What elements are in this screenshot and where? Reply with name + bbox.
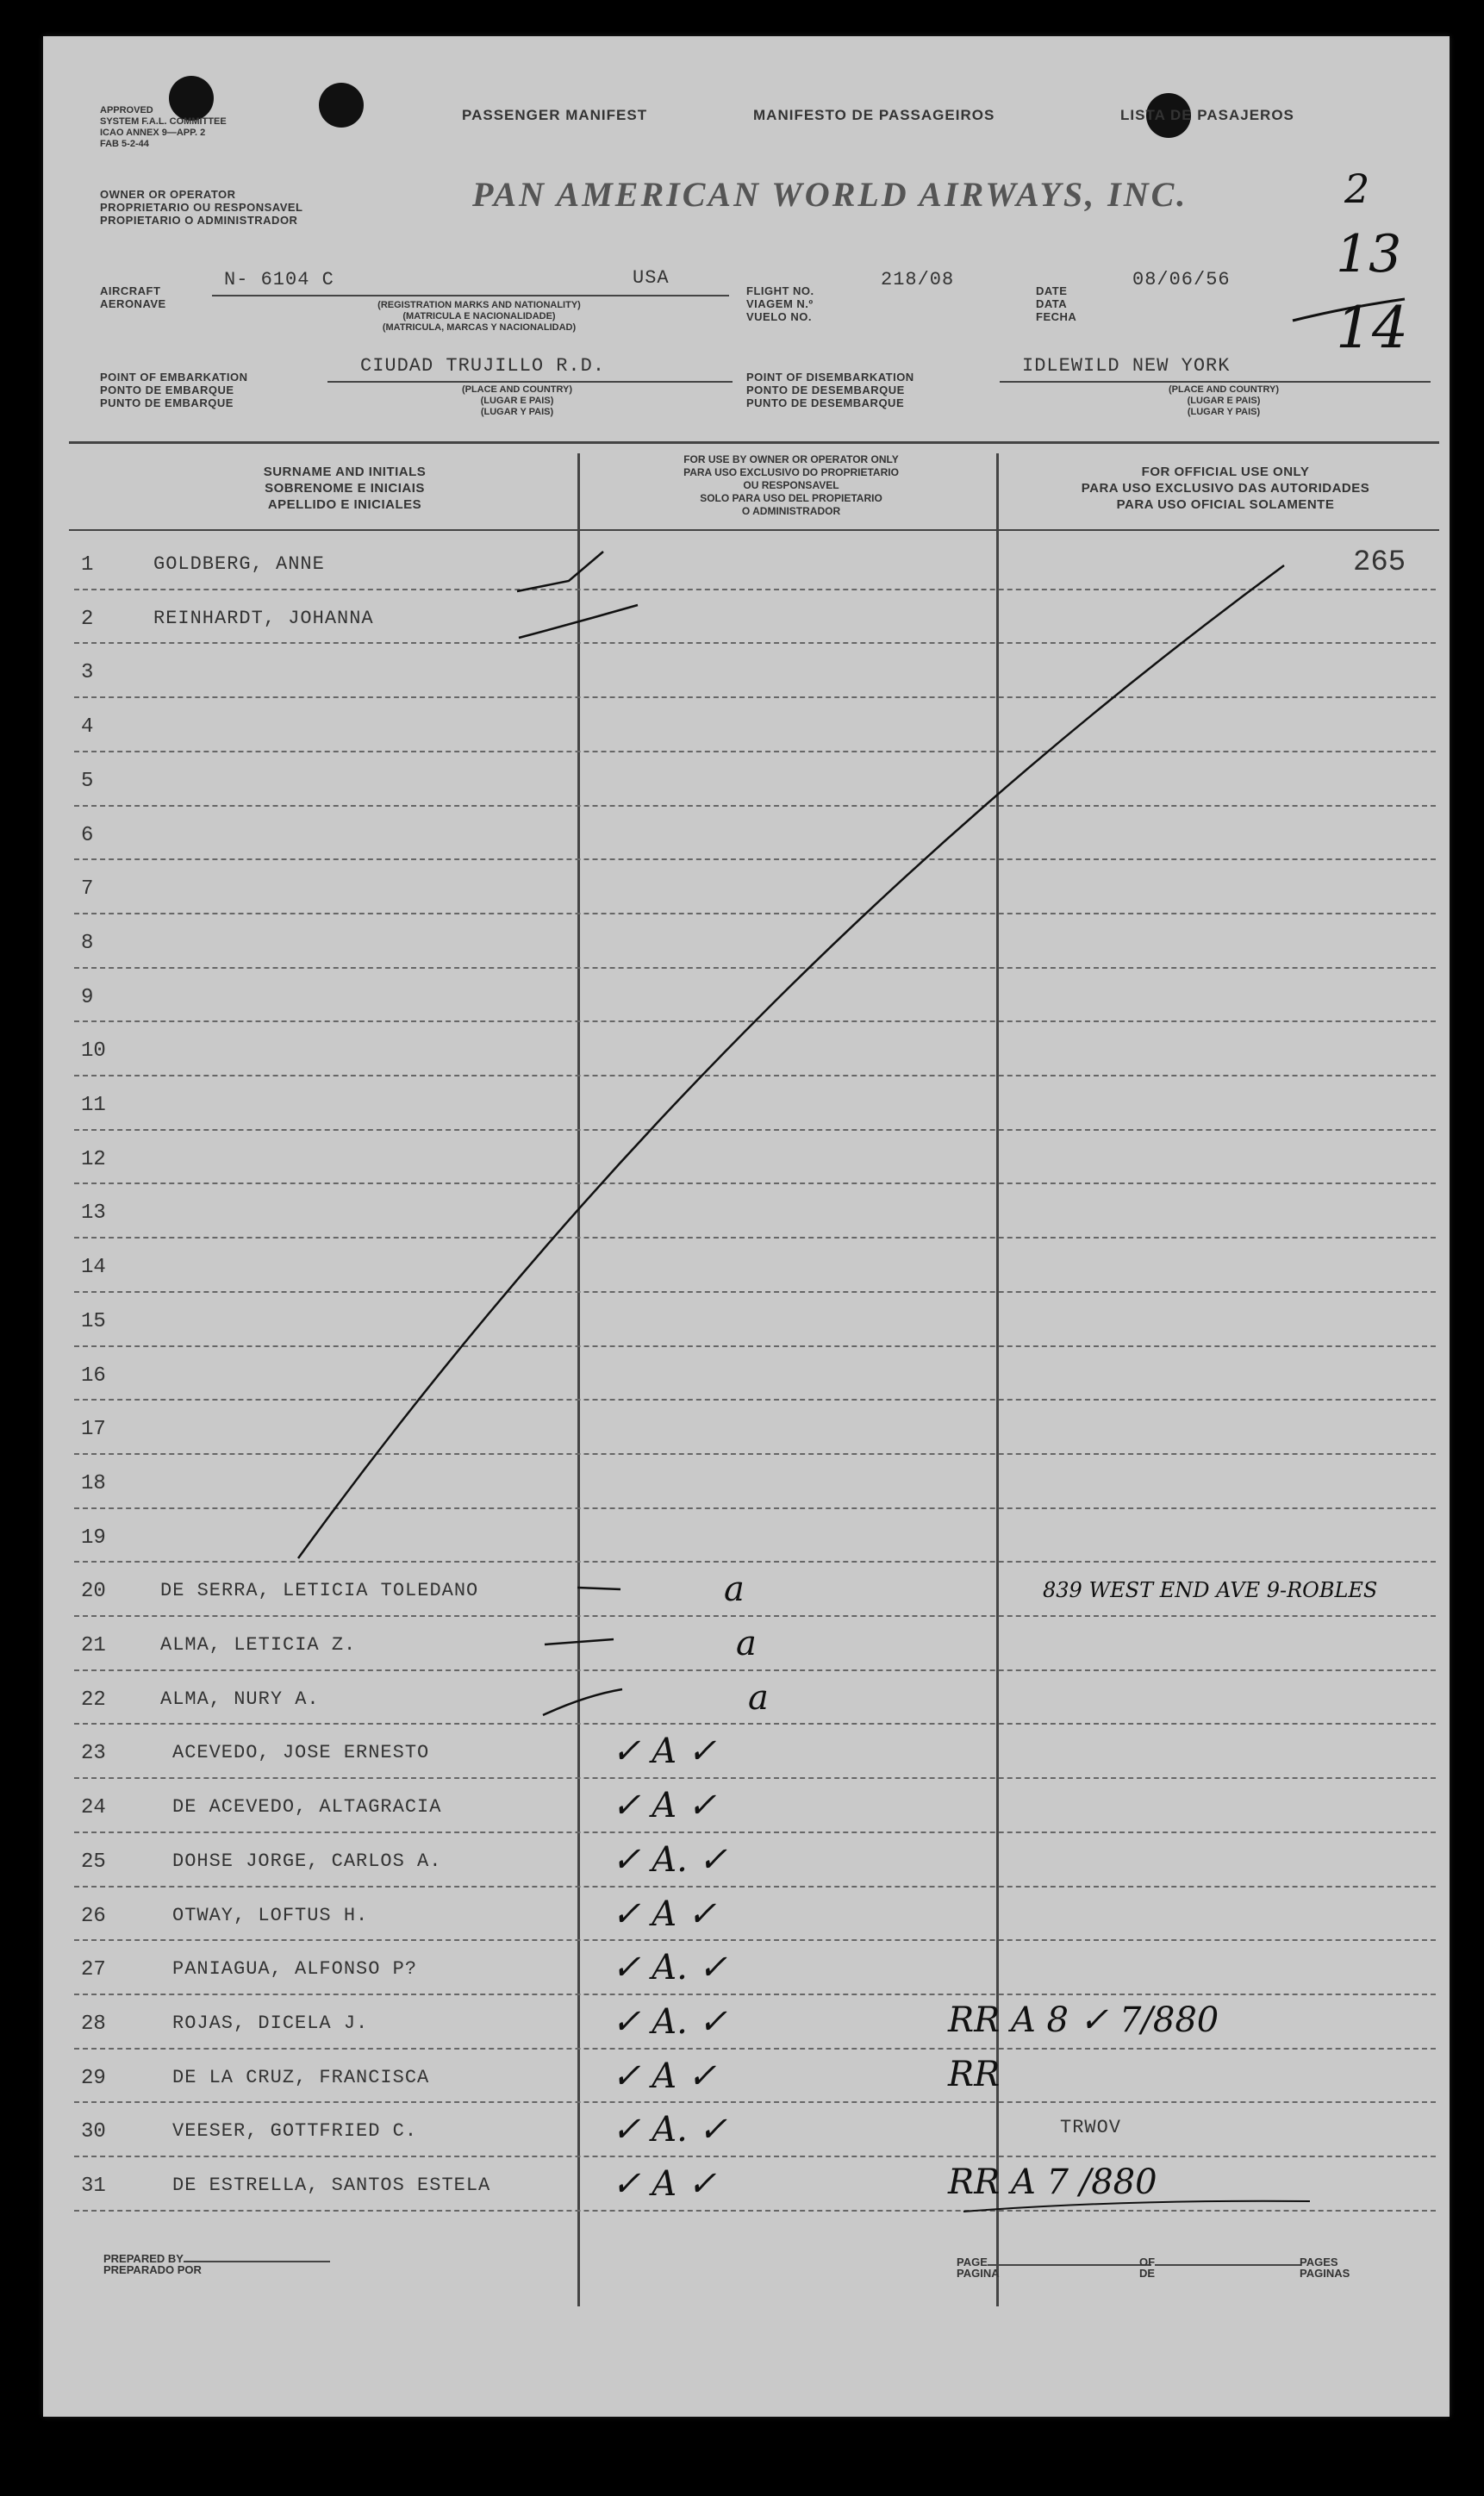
prepared-label: PREPARED BY (103, 2252, 184, 2265)
corner-mark-top: 2 (1344, 165, 1370, 212)
passenger-name: ROJAS, DICELA J. (172, 2012, 369, 2034)
pages-label: PAGES (1300, 2256, 1338, 2268)
embarkation-label: PUNTO DE EMBARQUE (100, 396, 234, 409)
disembarkation-sublabel: (PLACE AND COUNTRY) (1168, 384, 1280, 395)
column-header-line: SOBRENOME E INICIAIS (265, 481, 425, 496)
column-header-line: SURNAME AND INITIALS (263, 465, 427, 479)
flight-number: 218/08 (881, 269, 955, 290)
owner-label: OWNER OR OPERATOR (100, 188, 236, 201)
embarkation-label: PONTO DE EMBARQUE (100, 384, 234, 396)
row-number: 12 (81, 1147, 106, 1171)
page-number (957, 2256, 1151, 2279)
handwritten-annotations (43, 36, 1450, 2417)
owner-name: PAN AMERICAN WORLD AIRWAYS, INC. (472, 175, 1188, 214)
operator-mark: ✓ A ✓ (612, 1894, 717, 1934)
passenger-name: GOLDBERG, ANNE (153, 553, 325, 575)
operator-mark: ✓ A. ✓ (612, 1839, 728, 1880)
official-note: RR A 8 ✓ 7/880 (948, 2000, 1219, 2040)
column-header-line: FOR OFFICIAL USE ONLY (1141, 465, 1310, 479)
approval-line: SYSTEM F.A.L. COMMITTEE (100, 116, 227, 127)
owner-label: PROPRIETARIO OU RESPONSAVEL (100, 201, 303, 214)
of-label: OF (1139, 2256, 1156, 2268)
disembarkation-label: PUNTO DE DESEMBARQUE (746, 396, 905, 409)
pages-label: PAGINAS (1300, 2267, 1350, 2280)
title-pt: MANIFESTO DE PASSAGEIROS (753, 107, 995, 123)
row-number: 25 (81, 1850, 106, 1874)
row-number: 11 (81, 1094, 106, 1117)
row-number: 28 (81, 2012, 106, 2036)
aircraft-sublabel: (MATRICULA E NACIONALIDADE) (402, 311, 556, 321)
official-note: RR (948, 2054, 1001, 2094)
row-number: 4 (81, 715, 94, 739)
row-number: 26 (81, 1904, 106, 1928)
column-header-line: PARA USO EXCLUSIVO DAS AUTORIDADES (1081, 481, 1370, 496)
passenger-name: DE SERRA, LETICIA TOLEDANO (160, 1580, 479, 1602)
row-number: 27 (81, 1958, 106, 1982)
disembarkation-sublabel: (LUGAR Y PAIS) (1187, 407, 1261, 417)
row-number: 19 (81, 1526, 106, 1550)
embarkation-sublabel: (LUGAR E PAIS) (480, 396, 554, 406)
flight-date: 08/06/56 (1132, 269, 1231, 290)
disembarkation-label: POINT OF DISEMBARKATION (746, 371, 914, 384)
corner-mark-bottom: 14 (1336, 295, 1408, 361)
title-en: PASSENGER MANIFEST (462, 107, 648, 123)
flight-label: FLIGHT NO. (746, 284, 814, 297)
manifest-sheet (43, 36, 1450, 2417)
operator-mark: a (736, 1624, 757, 1663)
corner-mark-middle: 13 (1336, 224, 1402, 284)
page-label: PAGE (957, 2256, 988, 2268)
date-label: FECHA (1036, 310, 1077, 323)
flight-label: VUELO NO. (746, 310, 813, 323)
row-number: 21 (81, 1634, 106, 1657)
row-number: 29 (81, 2066, 106, 2090)
row-number: 15 (81, 1309, 106, 1333)
row-number: 3 (81, 661, 94, 685)
disembarkation-point: IDLEWILD NEW YORK (1022, 355, 1231, 377)
column-header-line: APELLIDO E INICIALES (267, 497, 422, 512)
date-label: DATA (1036, 297, 1068, 310)
aircraft-label: AIRCRAFT (100, 284, 161, 297)
aircraft-sublabel: (REGISTRATION MARKS AND NATIONALITY) (377, 300, 581, 310)
row-number: 24 (81, 1796, 106, 1820)
operator-mark: ✓ A ✓ (612, 2164, 717, 2204)
operator-mark: ✓ A. ✓ (612, 1948, 728, 1988)
row-number: 16 (81, 1363, 106, 1388)
row-number: 22 (81, 1688, 106, 1712)
row-number: 9 (81, 985, 94, 1009)
title-es: LISTA DE PASAJEROS (1120, 107, 1294, 123)
row-number: 10 (81, 1039, 106, 1064)
row-number: 20 (81, 1580, 106, 1604)
row-number: 30 (81, 2120, 106, 2144)
passenger-name: DE LA CRUZ, FRANCISCA (172, 2066, 430, 2088)
row-number: 1 (81, 553, 94, 577)
embarkation-sublabel: (LUGAR Y PAIS) (480, 407, 554, 417)
aircraft-sublabel: (MATRICULA, MARCAS Y NACIONALIDAD) (382, 322, 577, 333)
official-note: 839 WEST END AVE 9-ROBLES (1043, 1578, 1378, 1603)
operator-mark: ✓ A ✓ (612, 1786, 717, 1826)
official-note: TRWOV (1060, 2117, 1122, 2139)
pages-total (1300, 2256, 1350, 2279)
approval-line: ICAO ANNEX 9—APP. 2 (100, 128, 206, 138)
official-note: RR A 7 /880 (948, 2162, 1157, 2202)
aircraft-label: AERONAVE (100, 297, 166, 310)
official-note: 265 (1353, 546, 1406, 579)
passenger-name: OTWAY, LOFTUS H. (172, 1904, 369, 1926)
passenger-name: DE ACEVEDO, ALTAGRACIA (172, 1796, 442, 1819)
column-header-line: OU RESPONSAVEL (743, 479, 839, 491)
column-header-line: SOLO PARA USO DEL PROPIETARIO (700, 492, 882, 504)
embarkation-point: CIUDAD TRUJILLO R.D. (360, 355, 606, 377)
column-header-line: PARA USO EXCLUSIVO DO PROPRIETARIO (683, 466, 899, 478)
passenger-name: PANIAGUA, ALFONSO P? (172, 1958, 418, 1981)
page-of (1139, 2256, 1301, 2279)
date-label: DATE (1036, 284, 1068, 297)
passenger-name: VEESER, GOTTFRIED C. (172, 2120, 418, 2143)
operator-mark: ✓ A ✓ (612, 1732, 717, 1772)
column-header-line: O ADMINISTRADOR (741, 505, 841, 517)
row-number: 31 (81, 2175, 106, 2198)
flight-label: VIAGEM N.º (746, 297, 814, 310)
row-number: 18 (81, 1471, 106, 1495)
row-number: 13 (81, 1201, 106, 1226)
page-label: PAGINA (957, 2267, 1000, 2280)
embarkation-sublabel: (PLACE AND COUNTRY) (461, 384, 573, 395)
row-number: 5 (81, 769, 94, 793)
row-number: 14 (81, 1256, 106, 1280)
aircraft-nationality: USA (633, 267, 670, 289)
disembarkation-sublabel: (LUGAR E PAIS) (1187, 396, 1261, 406)
operator-mark: ✓ A ✓ (612, 2056, 717, 2096)
passenger-name: REINHARDT, JOHANNA (153, 607, 374, 629)
row-number: 17 (81, 1418, 106, 1442)
prepared-label: PREPARADO POR (103, 2263, 202, 2276)
operator-mark: a (748, 1677, 769, 1718)
row-number: 23 (81, 1742, 106, 1766)
operator-mark: ✓ A. ✓ (612, 2110, 728, 2150)
approval-line: FAB 5-2-44 (100, 139, 149, 149)
prepared-by (103, 2253, 330, 2275)
passenger-name: DE ESTRELLA, SANTOS ESTELA (172, 2175, 491, 2196)
row-number: 7 (81, 877, 94, 902)
disembarkation-label: PONTO DE DESEMBARQUE (746, 384, 905, 396)
operator-mark: a (724, 1569, 745, 1610)
row-number: 8 (81, 931, 94, 955)
operator-mark: ✓ A. ✓ (612, 2001, 728, 2042)
approval-line: APPROVED (100, 105, 153, 115)
column-header-line: FOR USE BY OWNER OR OPERATOR ONLY (683, 453, 899, 465)
row-number: 6 (81, 823, 94, 847)
owner-label: PROPIETARIO O ADMINISTRADOR (100, 214, 298, 227)
passenger-name: ACEVEDO, JOSE ERNESTO (172, 1742, 430, 1764)
embarkation-label: POINT OF EMBARKATION (100, 371, 248, 384)
row-number: 2 (81, 607, 94, 631)
passenger-name: ALMA, NURY A. (160, 1688, 320, 1710)
of-label: DE (1139, 2267, 1156, 2280)
aircraft-registration: N- 6104 C (224, 269, 334, 290)
passenger-name: DOHSE JORGE, CARLOS A. (172, 1850, 442, 1872)
passenger-name: ALMA, LETICIA Z. (160, 1634, 357, 1656)
column-header-line: PARA USO OFICIAL SOLAMENTE (1116, 497, 1335, 512)
